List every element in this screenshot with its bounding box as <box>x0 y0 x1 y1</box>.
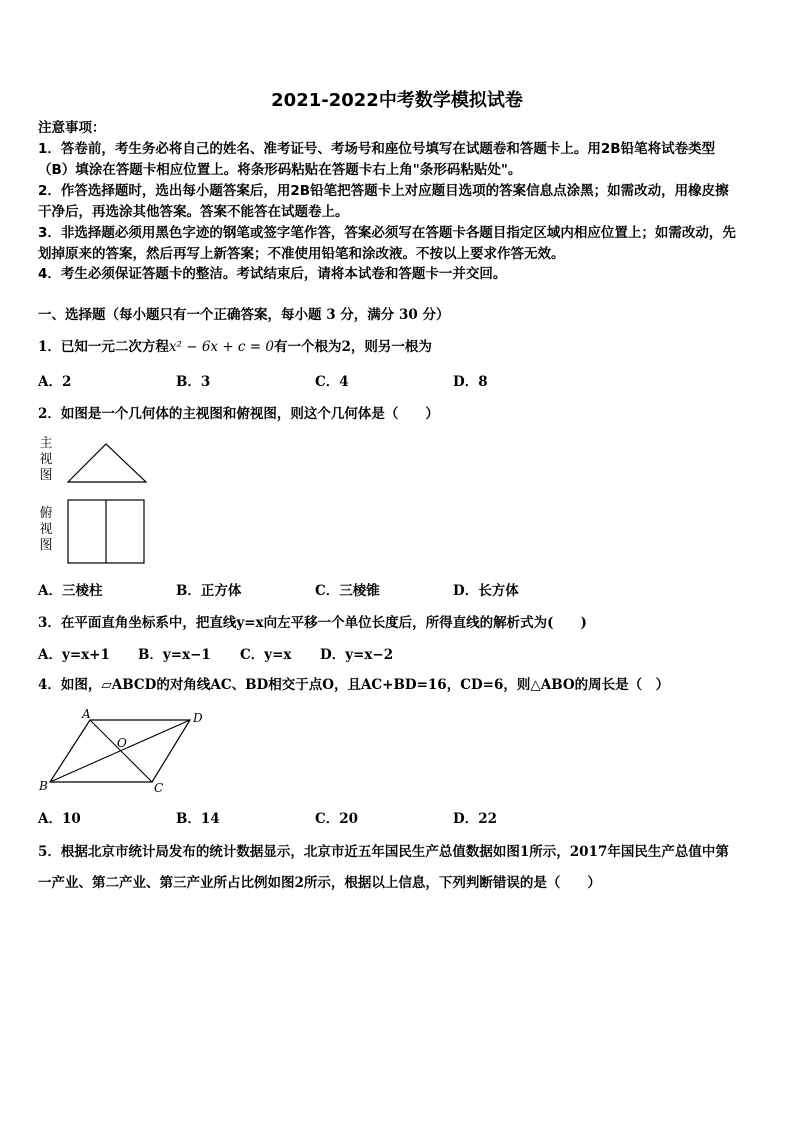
top-view-label-1: 俯 <box>39 506 53 521</box>
label-a: A <box>82 707 91 721</box>
q1-option-c[interactable]: C．4 <box>315 374 349 390</box>
notice-line: 2．作答选择题时，选出每小题答案后，用2B铅笔把答题卡上对应题目选项的答案信息点涂黑；如需改动，用橡皮擦 <box>38 183 729 199</box>
front-view-label-2: 视 <box>39 452 53 467</box>
notice-line: （B）填涂在答题卡相应位置上。将条形码粘贴在答题卡右上角"条形码粘贴处"。 <box>38 162 522 178</box>
section-heading: 一、选择题（每小题只有一个正确答案，每小题 3 分，满分 30 分） <box>38 307 450 323</box>
notice-line: 划掉原来的答案，然后再写上新答案；不准使用铅笔和涂改液。不按以上要求作答无效。 <box>38 246 565 262</box>
question-1-prefix: 1．已知一元二次方程 <box>38 339 169 355</box>
q2-option-a[interactable]: A．三棱柱 <box>38 583 103 599</box>
top-view-rectangle <box>66 498 148 566</box>
top-view-label-2: 视 <box>39 522 53 537</box>
page-title: 2021-2022中考数学模拟试卷 <box>271 90 523 111</box>
front-view-triangle <box>64 440 154 486</box>
notice-line: 4．考生必须保证答题卡的整洁。考试结束后，请将本试卷和答题卡一并交回。 <box>38 266 507 282</box>
label-b: B <box>39 779 48 793</box>
question-5-line-2: 一产业、第二产业、第三产业所占比例如图2所示，根据以上信息，下列判断错误的是（ ） <box>38 875 601 891</box>
q3-option-d[interactable]: D．y=x−2 <box>320 647 394 663</box>
q3-option-a[interactable]: A．y=x+1 <box>38 647 110 663</box>
q4-option-b[interactable]: B．14 <box>176 811 220 827</box>
q4-option-c[interactable]: C．20 <box>315 811 359 827</box>
q2-option-d[interactable]: D．长方体 <box>453 583 519 599</box>
question-4: 4．如图，▱ABCD的对角线AC、BD相交于点O，且AC+BD=16，CD=6，则△ABO的周长是（ ） <box>38 677 670 693</box>
q1-option-a[interactable]: A．2 <box>38 374 72 390</box>
notice-line: 1．答卷前，考生务必将自己的姓名、准考证号、考场号和座位号填写在试题卷和答题卡上。用2B铅笔将试卷类型 <box>38 141 716 157</box>
question-3: 3．在平面直角坐标系中，把直线y=x向左平移一个单位长度后，所得直线的解析式为( ) <box>38 615 587 631</box>
q2-option-c[interactable]: C．三棱锥 <box>315 583 380 599</box>
front-view-label-1: 主 <box>39 436 53 451</box>
notice-line: 干净后，再选涂其他答案。答案不能答在试题卷上。 <box>38 204 349 220</box>
notice-heading: 注意事项： <box>38 120 106 136</box>
question-1-equation: x² − 6x + c = 0 <box>168 339 274 355</box>
q1-option-d[interactable]: D．8 <box>453 374 488 390</box>
question-1 <box>38 337 432 357</box>
top-view-label-3: 图 <box>39 538 53 553</box>
parallelogram-figure <box>34 706 214 798</box>
q1-option-b[interactable]: B．3 <box>176 374 211 390</box>
notice-line: 3．非选择题必须用黑色字迹的钢笔或签字笔作答，答案必须写在答题卡各题目指定区域内相应位置上；如需改动，先 <box>38 225 736 241</box>
q4-option-d[interactable]: D．22 <box>453 811 497 827</box>
question-2: 2．如图是一个几何体的主视图和俯视图，则这个几何体是（ ） <box>38 406 439 422</box>
question-1-suffix: 有一个根为2，则另一根为 <box>273 339 432 355</box>
question-5-line-1: 5．根据北京市统计局发布的统计数据显示，北京市近五年国民生产总值数据如图1所示，2017年国民生产总值中第 <box>38 844 729 860</box>
front-view-label-3: 图 <box>39 468 53 483</box>
q3-option-c[interactable]: C．y=x <box>240 647 292 663</box>
q3-option-b[interactable]: B．y=x−1 <box>138 647 211 663</box>
label-d: D <box>193 711 203 725</box>
label-c: C <box>154 781 164 795</box>
q4-option-a[interactable]: A．10 <box>38 811 81 827</box>
label-o: O <box>117 736 127 750</box>
q2-option-b[interactable]: B．正方体 <box>176 583 242 599</box>
